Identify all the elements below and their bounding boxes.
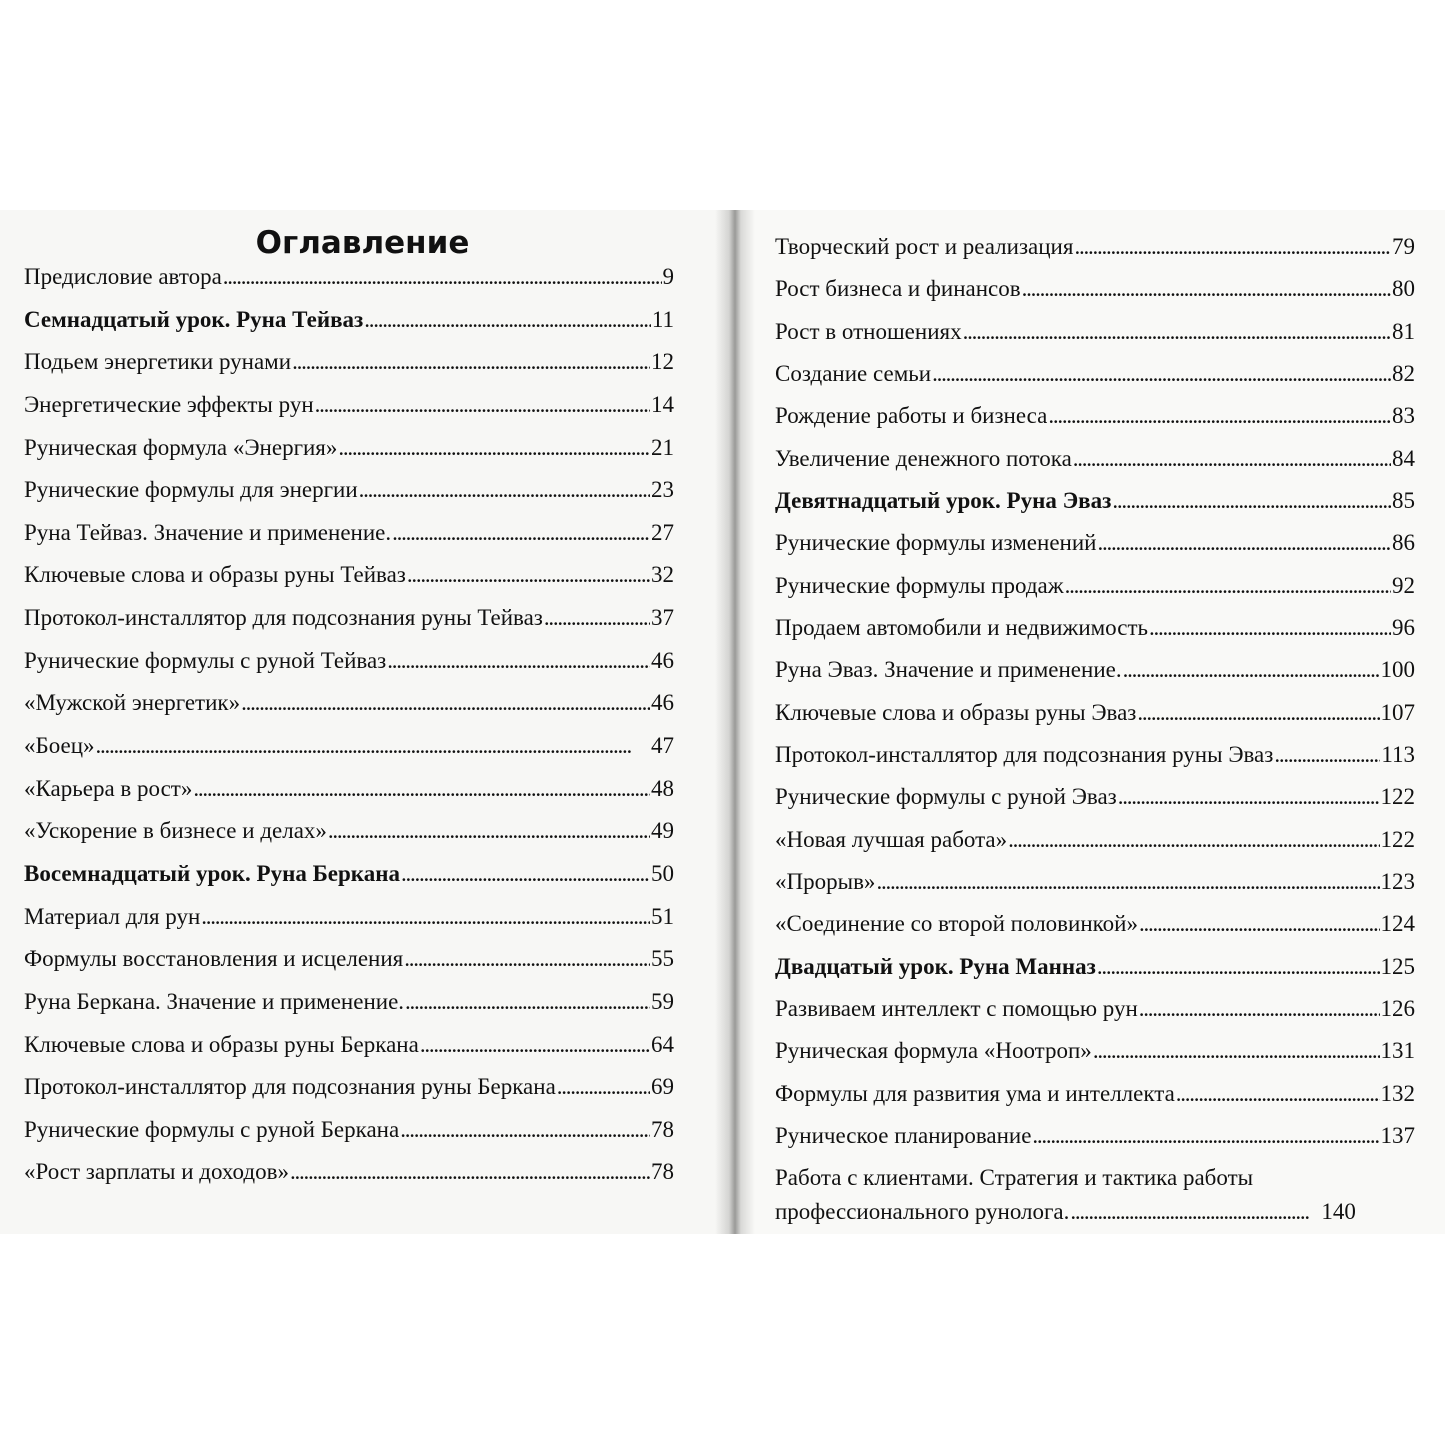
toc-entry-page-number: 124 [1380,911,1415,937]
toc-entry [24,433,674,463]
toc-entry-title: Рождение работы и бизнеса [775,403,1048,429]
toc-entry-title: Развиваем интеллект с помощью рун [775,995,1138,1021]
toc-entry-page-number: 48 [651,775,674,801]
toc-entry-title: Руна Беркана. Значение и применение. [24,988,405,1014]
toc-leader-dots [400,1115,650,1145]
toc-entry-title: «Мужской энергетик» [24,690,241,716]
toc-leader-dots [387,646,650,676]
toc-entry [775,274,1415,304]
toc-entry-page-number: 126 [1380,995,1415,1021]
toc-entry-title: Рунические формулы с руной Тейваз [24,647,387,673]
toc-entry-title-continued [775,1197,1415,1227]
toc-entry [775,740,1415,770]
toc-entry-title: Материал для рун [24,903,201,929]
toc-entry-page-number: 84 [1392,445,1415,471]
toc-entry-title: Творческий рост и реализация [775,234,1074,259]
toc-leader-dots [1070,1197,1310,1227]
toc-entry [775,528,1415,558]
toc-entry [775,952,1415,982]
toc-leader-dots [407,560,650,590]
toc-entry-page-number: 69 [651,1074,674,1100]
toc-entry [24,816,674,846]
toc-leader-dots [963,317,1391,347]
toc-entry-page-number: 12 [651,349,674,375]
toc-entry-title: Увеличение денежного потока [775,445,1072,471]
toc-entry-page-number: 21 [651,434,674,460]
toc-entry [24,390,674,420]
toc-entry-page-number: 14 [651,391,674,417]
toc-leader-dots [359,475,650,505]
toc-leader-dots [223,262,662,292]
toc-entry-page-number: 32 [651,562,674,588]
toc-leader-dots [420,1030,650,1060]
toc-entry [24,774,674,804]
toc-entry-page-number: 47 [651,733,674,759]
toc-leader-dots [1139,994,1380,1024]
toc-entry-title: Руническая формула «Ноотроп» [775,1038,1092,1064]
toc-entry-title: Протокол-инсталлятор для подсознания руны Беркана [24,1074,556,1100]
toc-entry [24,688,674,718]
toc-entry-title: «Новая лучшая работа» [775,826,1008,852]
toc-entry [775,1079,1415,1109]
toc-leader-dots [544,603,650,633]
toc-entry-page-number: 96 [1392,614,1415,640]
toc-entry-page-number: 113 [1381,741,1415,767]
toc-heading: Оглавление [255,225,470,261]
toc-entry-title: «Соединение со второй половинкой» [775,911,1138,937]
toc-entry-title: Восемнадцатый урок. Руна Беркана [24,860,400,886]
toc-right-list [775,232,1415,1240]
toc-entry [775,486,1415,516]
toc-entry-page-number: 140 [1321,1199,1356,1225]
toc-leader-dots [1149,613,1391,643]
toc-entry-page-number: 122 [1380,826,1415,852]
toc-leader-dots [876,867,1379,897]
toc-leader-dots [1093,1036,1380,1066]
toc-leader-dots [1176,1079,1380,1109]
toc-entry-page-number: 78 [651,1116,674,1142]
toc-leader-dots [1097,952,1380,982]
toc-entry-title: Рост бизнеса и финансов [775,276,1021,302]
toc-entry-title: Рунические формулы с руной Эваз [775,784,1117,810]
toc-entry [24,1072,674,1102]
toc-entry-page-number: 125 [1380,953,1415,979]
toc-entry-title: «Прорыв» [775,868,876,894]
toc-entry-title: Создание семьи [775,360,932,386]
toc-entry-title: Подьем энергетики рунами [24,349,292,375]
toc-entry-title: Семнадцатый урок. Руна Тейваз [24,306,364,332]
toc-entry-title: Энергетические эффекты рун [24,391,314,417]
toc-leader-dots [201,902,650,932]
toc-entry [775,317,1415,347]
toc-entry [775,571,1415,601]
toc-entry [775,825,1415,855]
toc-leader-dots [1073,444,1391,474]
toc-leader-dots [315,390,650,420]
toc-entry [775,1121,1415,1151]
toc-entry-page-number: 80 [1392,276,1415,302]
toc-leader-dots [241,688,650,718]
toc-entry-page-number: 46 [651,647,674,673]
toc-left-list [24,262,674,1200]
toc-entry [775,359,1415,389]
toc-entry [24,902,674,932]
toc-leader-dots [1048,401,1391,431]
toc-entry [775,1036,1415,1066]
toc-entry [24,560,674,590]
toc-entry-title: Формулы для развития ума и интеллекта [775,1080,1175,1106]
toc-entry-page-number: 11 [651,306,674,332]
toc-entry-page-number: 46 [651,690,674,716]
toc-entry [24,603,674,633]
toc-leader-dots [1032,1121,1379,1151]
toc-entry-page-number: 51 [651,903,674,929]
toc-entry [24,518,674,548]
toc-entry [24,1115,674,1145]
toc-entry [775,655,1415,685]
toc-entry [775,994,1415,1024]
toc-entry [24,859,674,889]
toc-leader-dots [401,859,650,889]
toc-entry-page-number: 27 [651,519,674,545]
toc-entry-title: Руна Эваз. Значение и применение. [775,657,1122,683]
toc-entry [775,1163,1415,1227]
toc-entry-page-number: 131 [1380,1038,1415,1064]
toc-entry-title: Двадцатый урок. Руна Манназ [775,953,1096,979]
toc-leader-dots [405,987,650,1017]
toc-entry-title: «Боец» [24,733,95,759]
toc-entry-title: Ключевые слова и образы руны Эваз [775,699,1137,725]
toc-leader-dots [290,1157,650,1187]
toc-entry-title: Работа с клиентами. Стратегия и тактика работы [775,1165,1254,1191]
toc-entry-page-number: 9 [662,264,674,289]
toc-entry-title: Рунические формулы продаж [775,572,1064,598]
toc-entry-title: Руническая формула «Энергия» [24,434,338,460]
toc-entry-page-number: 122 [1380,784,1415,810]
toc-entry-page-number: 83 [1392,403,1415,429]
toc-leader-dots [1008,825,1379,855]
toc-leader-dots [364,305,651,335]
toc-entry-page-number: 92 [1392,572,1415,598]
toc-entry-page-number: 81 [1392,318,1415,344]
toc-entry-page-number: 23 [651,477,674,503]
toc-leader-dots [1118,782,1380,812]
toc-entry-page-number: 107 [1380,699,1415,725]
toc-leader-dots [392,518,650,548]
toc-leader-dots [328,816,650,846]
toc-leader-dots [557,1072,650,1102]
toc-entry-title: Продаем автомобили и недвижимость [775,614,1148,640]
toc-entry-page-number: 37 [651,605,674,631]
toc-entry [24,1030,674,1060]
toc-entry-page-number: 78 [651,1159,674,1185]
toc-entry-page-number: 50 [651,860,674,886]
book-gutter [715,210,755,1234]
toc-leader-dots [932,359,1391,389]
toc-leader-dots [1022,274,1391,304]
toc-entry-title: Рунические формулы изменений [775,530,1097,556]
toc-entry [24,944,674,974]
toc-entry-title: Рунические формулы с руной Беркана [24,1116,400,1142]
toc-leader-dots [96,731,650,761]
toc-entry [24,646,674,676]
toc-entry [24,347,674,377]
toc-entry [775,782,1415,812]
toc-entry [24,987,674,1017]
toc-entry-page-number: 82 [1392,360,1415,386]
toc-entry-title: «Рост зарплаты и доходов» [24,1159,289,1185]
toc-entry-page-number: 132 [1380,1080,1415,1106]
toc-entry-page-number: 137 [1380,1122,1415,1148]
toc-entry-page-number: 59 [651,988,674,1014]
toc-entry-title: Протокол-инсталлятор для подсознания руны Эваз [775,741,1274,767]
toc-leader-dots [193,774,650,804]
toc-entry-title: Руническое планирование [775,1122,1032,1148]
toc-entry [775,867,1415,897]
toc-entry-title: Формулы восстановления и исцеления [24,946,404,972]
toc-leader-dots [338,433,650,463]
toc-leader-dots [1065,571,1391,601]
toc-entry [24,262,674,292]
toc-entry-page-number: 100 [1380,657,1415,683]
toc-entry-title: «Карьера в рост» [24,775,193,801]
toc-entry-page-number: 55 [651,946,674,972]
toc-entry-page-number: 64 [651,1031,674,1057]
toc-entry [775,613,1415,643]
toc-leader-dots [1137,698,1379,728]
toc-entry [775,232,1415,262]
toc-entry-page-number: 85 [1392,487,1415,513]
toc-entry-title: Ключевые слова и образы руны Тейваз [24,562,406,588]
toc-leader-dots [292,347,650,377]
toc-entry [24,1157,674,1187]
toc-leader-dots [1074,232,1391,262]
toc-entry [24,731,674,761]
toc-entry [775,698,1415,728]
toc-entry [24,475,674,505]
toc-entry-title: Предисловие автора [24,264,222,289]
toc-entry-title: Ключевые слова и образы руны Беркана [24,1031,419,1057]
toc-entry [775,909,1415,939]
toc-entry-title: Рунические формулы для энергии [24,477,358,503]
toc-entry-page-number: 86 [1392,530,1415,556]
toc-leader-dots [1097,528,1391,558]
toc-leader-dots [1274,740,1380,770]
toc-entry-title: «Ускорение в бизнесе и делах» [24,818,327,844]
toc-entry-page-number: 123 [1380,868,1415,894]
toc-entry-title: Руна Тейваз. Значение и применение. [24,519,392,545]
toc-entry-title: Протокол-инсталлятор для подсознания руны Тейваз [24,605,543,631]
toc-leader-dots [1112,486,1391,516]
toc-entry [24,305,674,335]
toc-entry-title: Девятнадцатый урок. Руна Эваз [775,487,1112,513]
toc-entry-title-line2: профессионального рунолога. [775,1199,1070,1225]
toc-entry [775,401,1415,431]
toc-entry-page-number: 79 [1392,234,1415,259]
toc-entry-title: Рост в отношениях [775,318,962,344]
toc-leader-dots [404,944,650,974]
toc-entry-page-number: 49 [651,818,674,844]
toc-leader-dots [1123,655,1380,685]
toc-leader-dots [1139,909,1380,939]
toc-entry [775,444,1415,474]
